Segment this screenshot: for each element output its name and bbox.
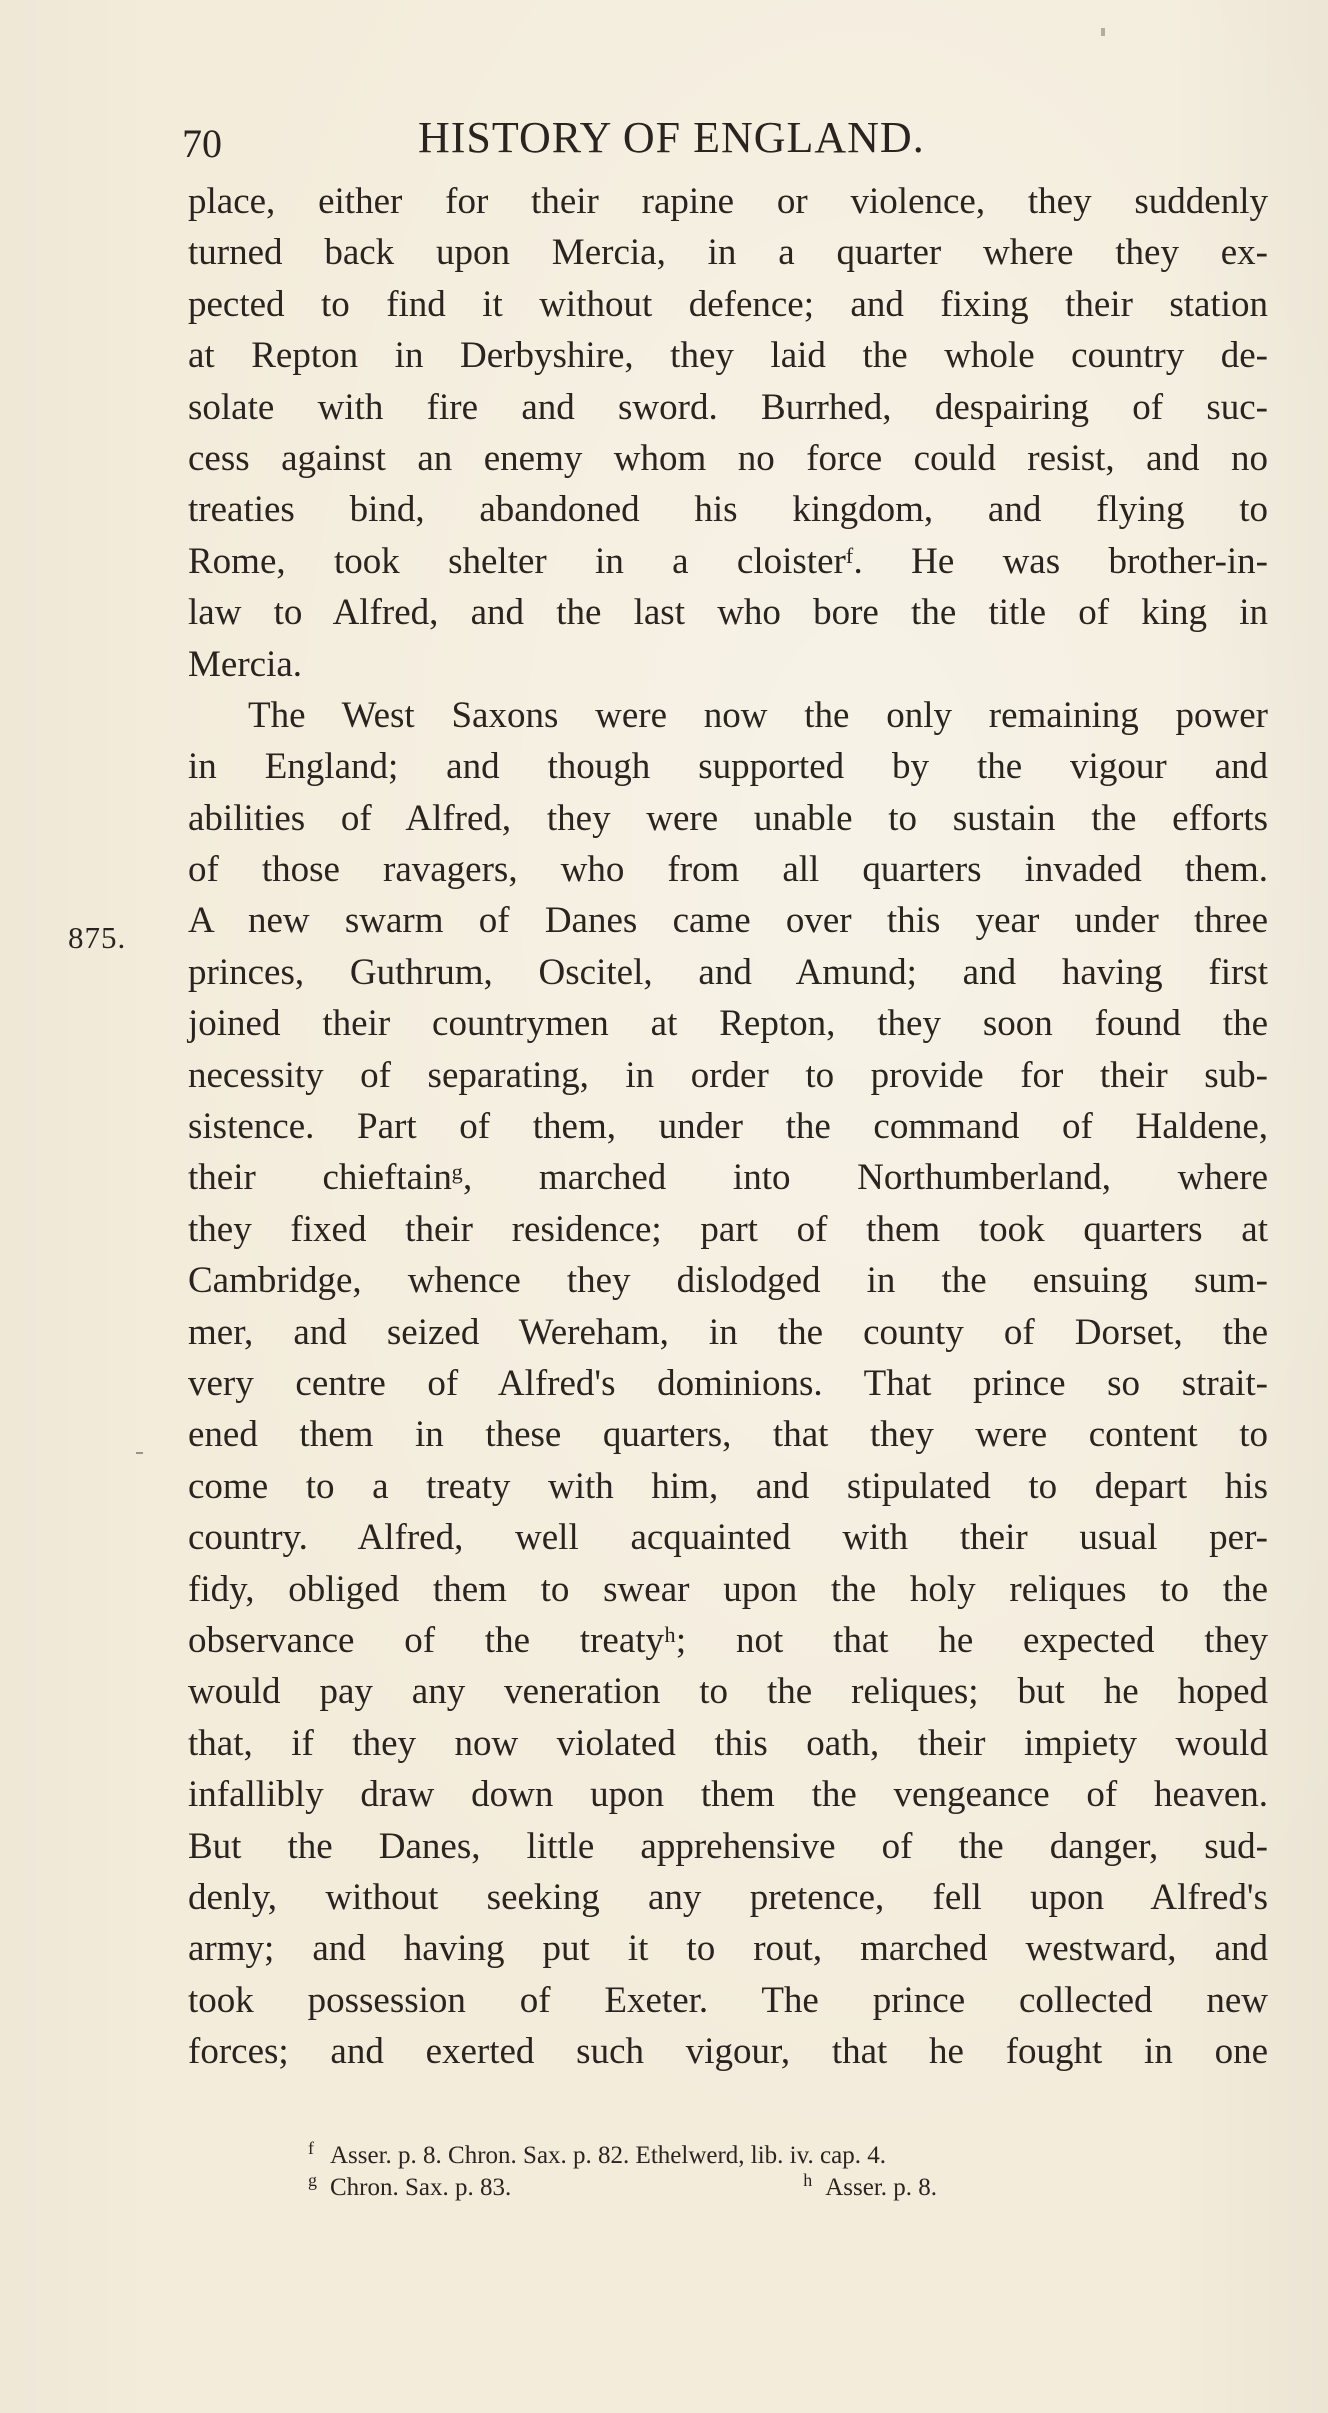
text-line: fidy, obliged them to swear upon the holy reliques to the [188,1568,1268,1610]
text-line: abilities of Alfred, they were unable to sustain the efforts [188,797,1268,839]
text-line: Rome, took shelter in a cloisterᶠ. He was brother-in- [188,540,1268,582]
text-line: took possession of Exeter. The prince collected new [188,1979,1268,2021]
text-line: cess against an enemy whom no force could resist, and no [188,437,1268,479]
text-line: turned back upon Mercia, in a quarter where they ex- [188,232,1268,274]
text-line: would pay any veneration to the reliques; but he hoped [188,1671,1268,1713]
footnote-marker: h [803,2170,813,2190]
text-line: pected to find it without defence; and fixing their station [188,283,1268,325]
text-line: army; and having put it to rout, marched westward, and [188,1928,1268,1970]
footnote-g-h [308,2164,1188,2201]
footnote-text: Asser. p. 8. Chron. Sax. p. 82. Ethelwerd, lib. iv. cap. 4. [330,2142,886,2169]
running-title: HISTORY OF ENGLAND. [418,113,925,162]
text-line: ened them in these quarters, that they were content to [188,1414,1268,1456]
text-line: joined their countrymen at Repton, they soon found the [188,1003,1268,1045]
text-line: they fixed their residence; part of them took quarters at [188,1208,1268,1250]
text-line: solate with fire and sword. Burrhed, despairing of suc- [188,386,1268,428]
text-line: their chieftainᵍ, marched into Northumberland, where [188,1157,1268,1199]
text-line: forces; and exerted such vigour, that he fought in one [188,2031,1268,2073]
text-line: of those ravagers, who from all quarters invaded them. [188,849,1268,891]
text-line: But the Danes, little apprehensive of the danger, sud- [188,1825,1268,1867]
margin-mark [136,1452,143,1454]
text-line: princes, Guthrum, Oscitel, and Amund; and having first [188,951,1268,993]
text-line: A new swarm of Danes came over this year under three [188,900,1268,942]
marginal-year-note: 875. [68,920,127,955]
footnote-marker: f [308,2138,314,2158]
running-header [182,112,1272,172]
text-line: denly, without seeking any pretence, fell upon Alfred's [188,1876,1268,1918]
footnote-text: Chron. Sax. p. 83. [330,2174,512,2201]
text-line: country. Alfred, well acquainted with their usual per- [188,1517,1268,1559]
text-line: sistence. Part of them, under the command of Haldene, [188,1106,1268,1148]
text-line: Cambridge, whence they dislodged in the ensuing sum- [188,1260,1268,1302]
text-line: in England; and though supported by the vigour and [188,746,1268,788]
text-line: observance of the treatyʰ; not that he expected they [188,1619,1268,1661]
text-line: come to a treaty with him, and stipulated to depart his [188,1465,1268,1507]
footnote-marker: g [308,2170,317,2190]
footnote-text: Asser. p. 8. [825,2174,938,2201]
text-line: treaties bind, abandoned his kingdom, and flying to [188,489,1268,531]
footnotes [308,2132,1188,2201]
text-line: place, either for their rapine or violence, they suddenly [188,181,1268,222]
page-blemish [1101,28,1105,36]
text-line: law to Alfred, and the last who bore the title of king in [188,592,1268,634]
paragraph-first-line: The West Saxons were now the only remaining power [248,694,1268,736]
text-line: Mercia. [188,643,303,685]
footnote-f [308,2132,1188,2169]
text-line: at Repton in Derbyshire, they laid the whole country de- [188,335,1268,377]
page-number: 70 [182,121,222,166]
text-line: very centre of Alfred's dominions. That prince so strait- [188,1362,1268,1404]
body-text [188,176,1268,2077]
text-line: infallibly draw down upon them the vengeance of heaven. [188,1774,1268,1816]
text-line: necessity of separating, in order to provide for their sub- [188,1054,1268,1096]
text-line: mer, and seized Wereham, in the county of Dorset, the [188,1311,1268,1353]
text-line: that, if they now violated this oath, their impiety would [188,1722,1268,1764]
